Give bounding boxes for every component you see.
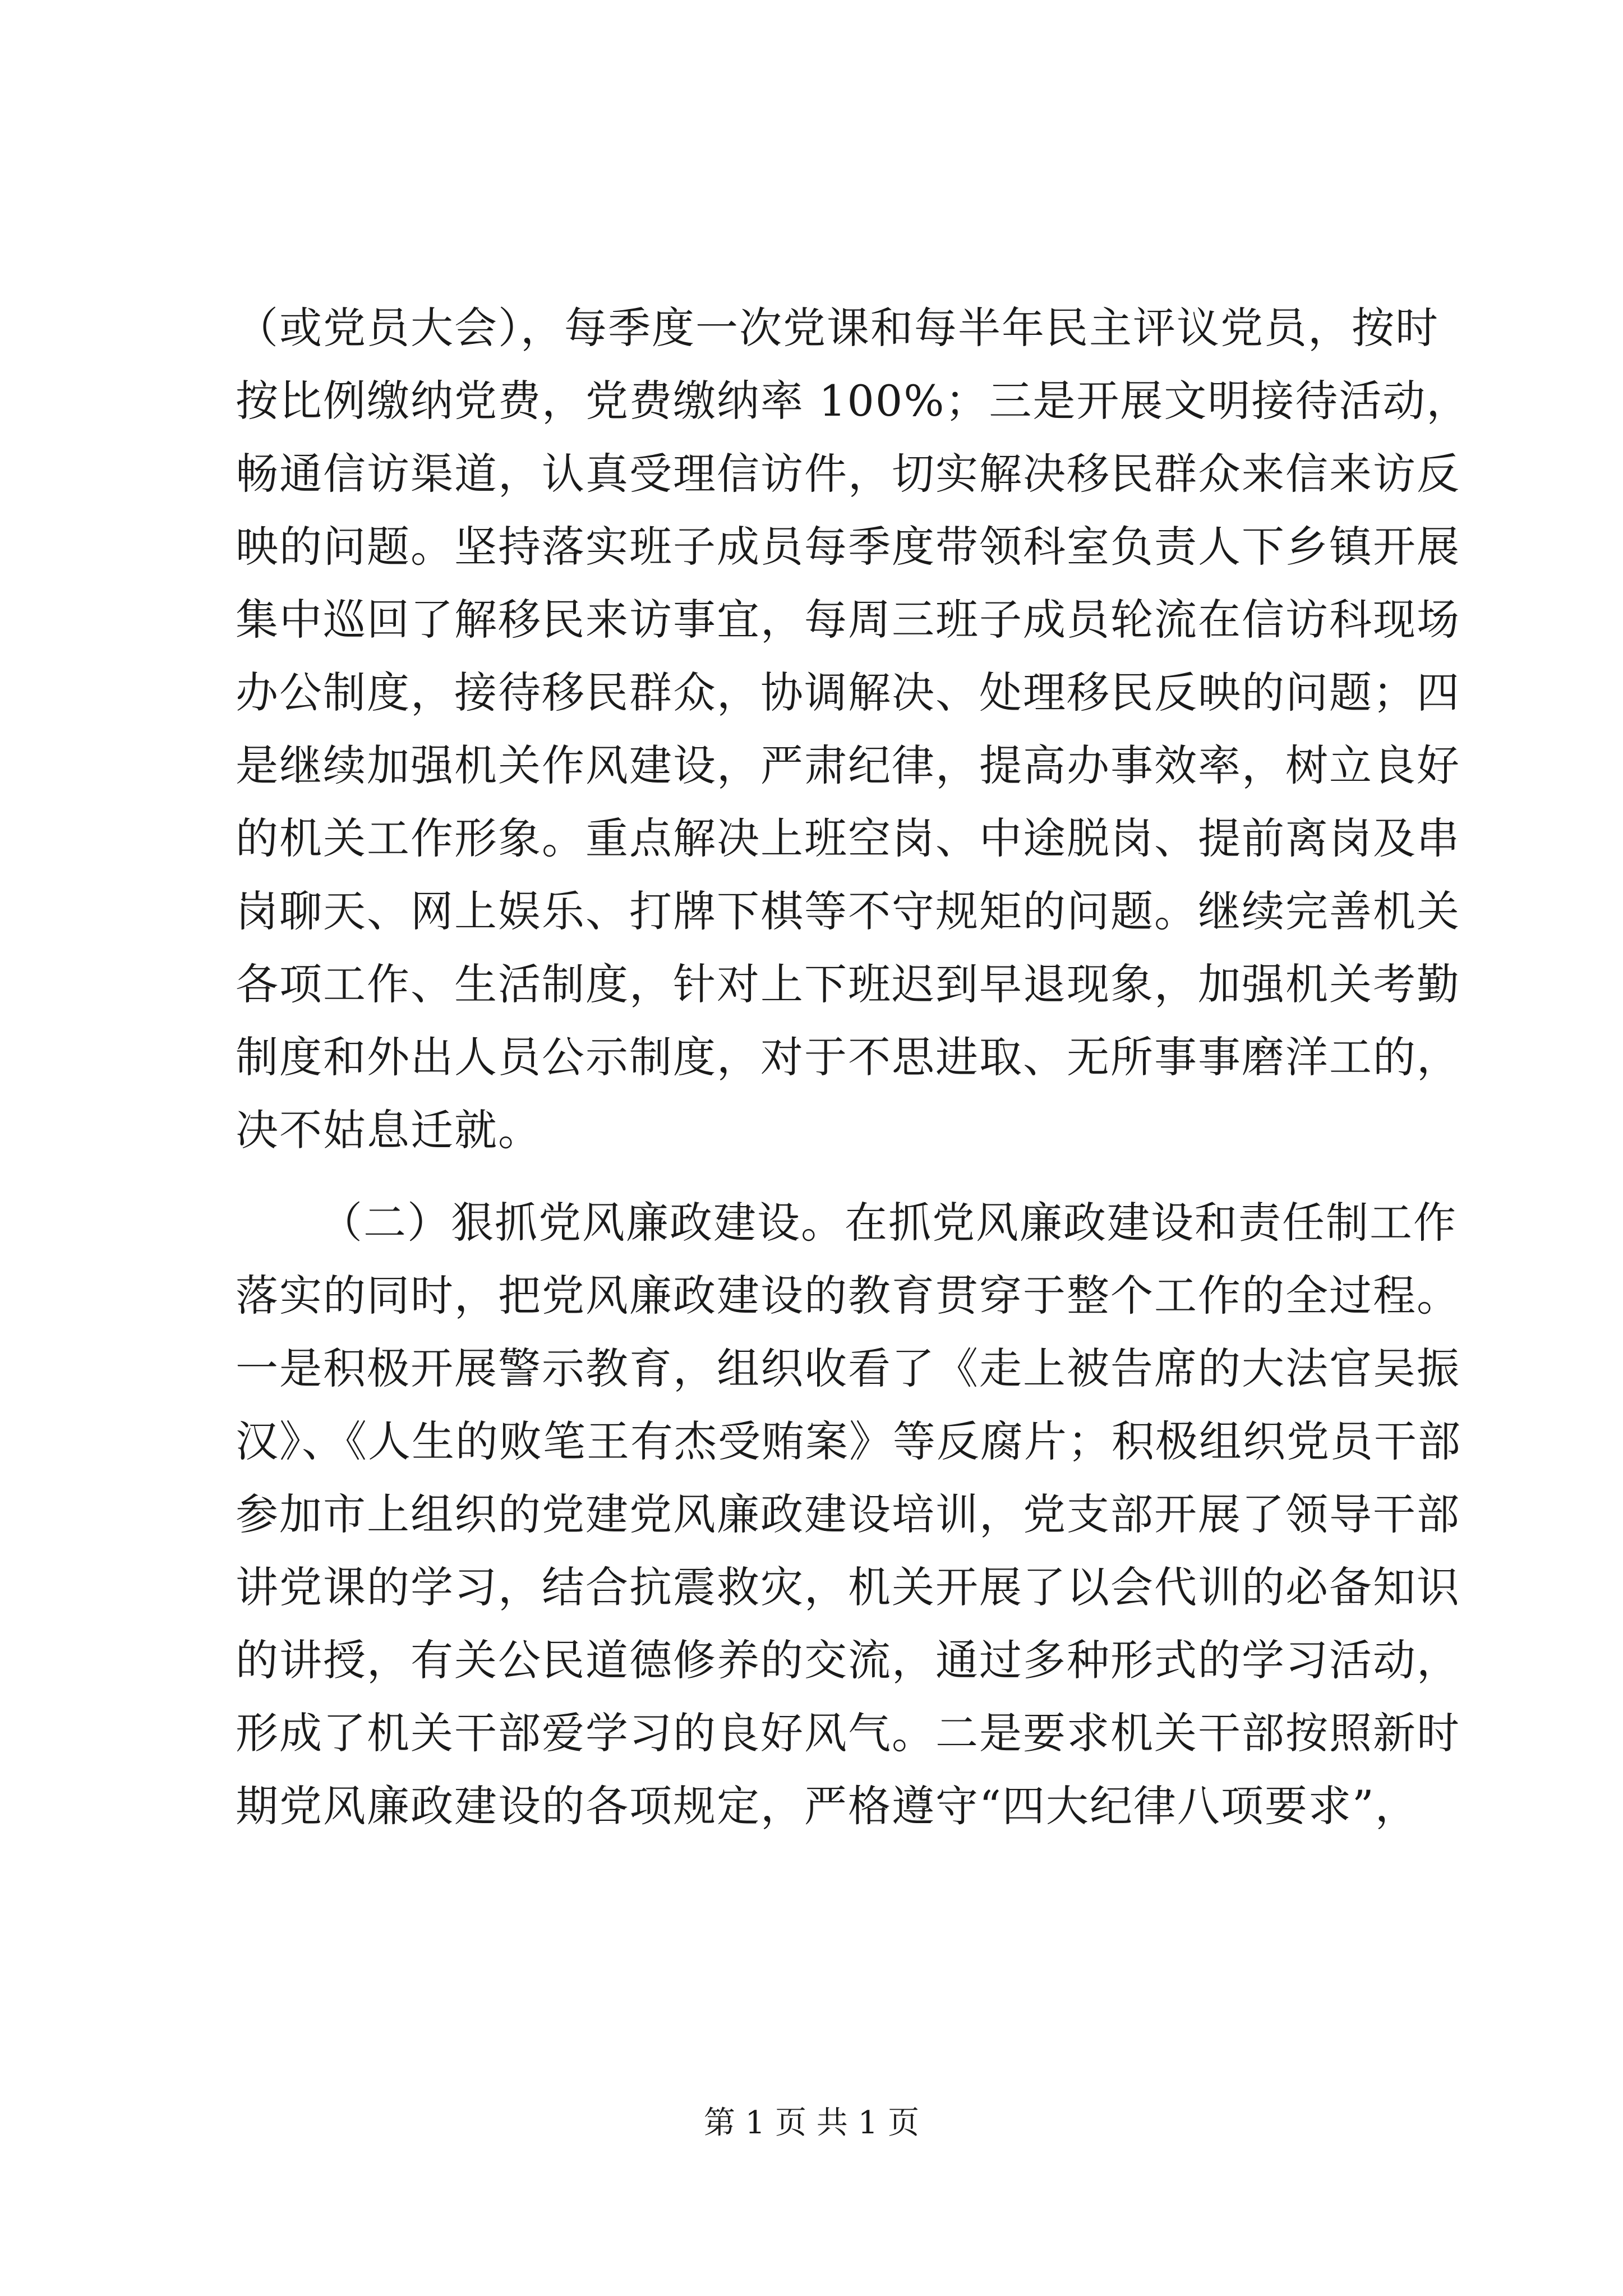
text-line: 办公制度，接待移民群众，协调解决、处理移民反映的问题；四: [236, 668, 1460, 717]
paragraph-1: [236, 292, 1470, 1167]
text-line: 各项工作、生活制度，针对上下班迟到早退现象，加强机关考勤: [236, 959, 1460, 1009]
text-line: 集中巡回了解移民来访事宜，每周三班子成员轮流在信访科现场: [236, 595, 1460, 645]
text-line: 的讲授，有关公民道德修养的交流，通过多种形式的学习活动，: [236, 1635, 1460, 1685]
text-line: 是继续加强机关作风建设，严肃纪律，提高办事效率，树立良好: [236, 740, 1460, 790]
document-body: [236, 292, 1470, 1843]
text-line: 制度和外出人员公示制度，对于不思进取、无所事事磨洋工的，: [236, 1032, 1460, 1082]
page-number-footer: 第 1 页 共 1 页: [703, 2105, 920, 2141]
text-line: 岗聊天、网上娱乐、打牌下棋等不守规矩的问题。继续完善机关: [236, 886, 1460, 936]
text-line: 的机关工作形象。重点解决上班空岗、中途脱岗、提前离岗及串: [236, 813, 1460, 863]
text-line: （二）狠抓党风廉政建设。在抓党风廉政建设和责任制工作: [320, 1198, 1457, 1248]
text-line: 畅通信访渠道，认真受理信访件，切实解决移民群众来信来访反: [236, 449, 1460, 499]
text-line: 期党风廉政建设的各项规定，严格遵守“四大纪律八项要求”，: [236, 1781, 1419, 1831]
text-line: 按比例缴纳党费，党费缴纳率 100%；三是开展文明接待活动，: [236, 376, 1470, 426]
text-line: 落实的同时，把党风廉政建设的教育贯穿于整个工作的全过程。: [236, 1271, 1460, 1320]
paragraph-spacer: [236, 1167, 1402, 1186]
text-line: （或党员大会），每季度一次党课和每半年民主评议党员，按时: [236, 303, 1439, 353]
text-line: 一是积极开展警示教育，组织收看了《走上被告席的大法官吴振: [236, 1343, 1460, 1393]
text-line: 汉》、《人生的败笔王有杰受贿案》等反腐片；积极组织党员干部: [236, 1416, 1461, 1466]
text-line: 形成了机关干部爱学习的良好风气。二是要求机关干部按照新时: [236, 1708, 1460, 1758]
text-line: 决不姑息迁就。: [236, 1105, 542, 1155]
text-line: 映的问题。坚持落实班子成员每季度带领科室负责人下乡镇开展: [236, 522, 1460, 572]
text-line: 参加市上组织的党建党风廉政建设培训，党支部开展了领导干部: [236, 1489, 1460, 1539]
text-line: 讲党课的学习，结合抗震救灾，机关开展了以会代训的必备知识: [236, 1562, 1460, 1612]
paragraph-2: [236, 1186, 1461, 1843]
